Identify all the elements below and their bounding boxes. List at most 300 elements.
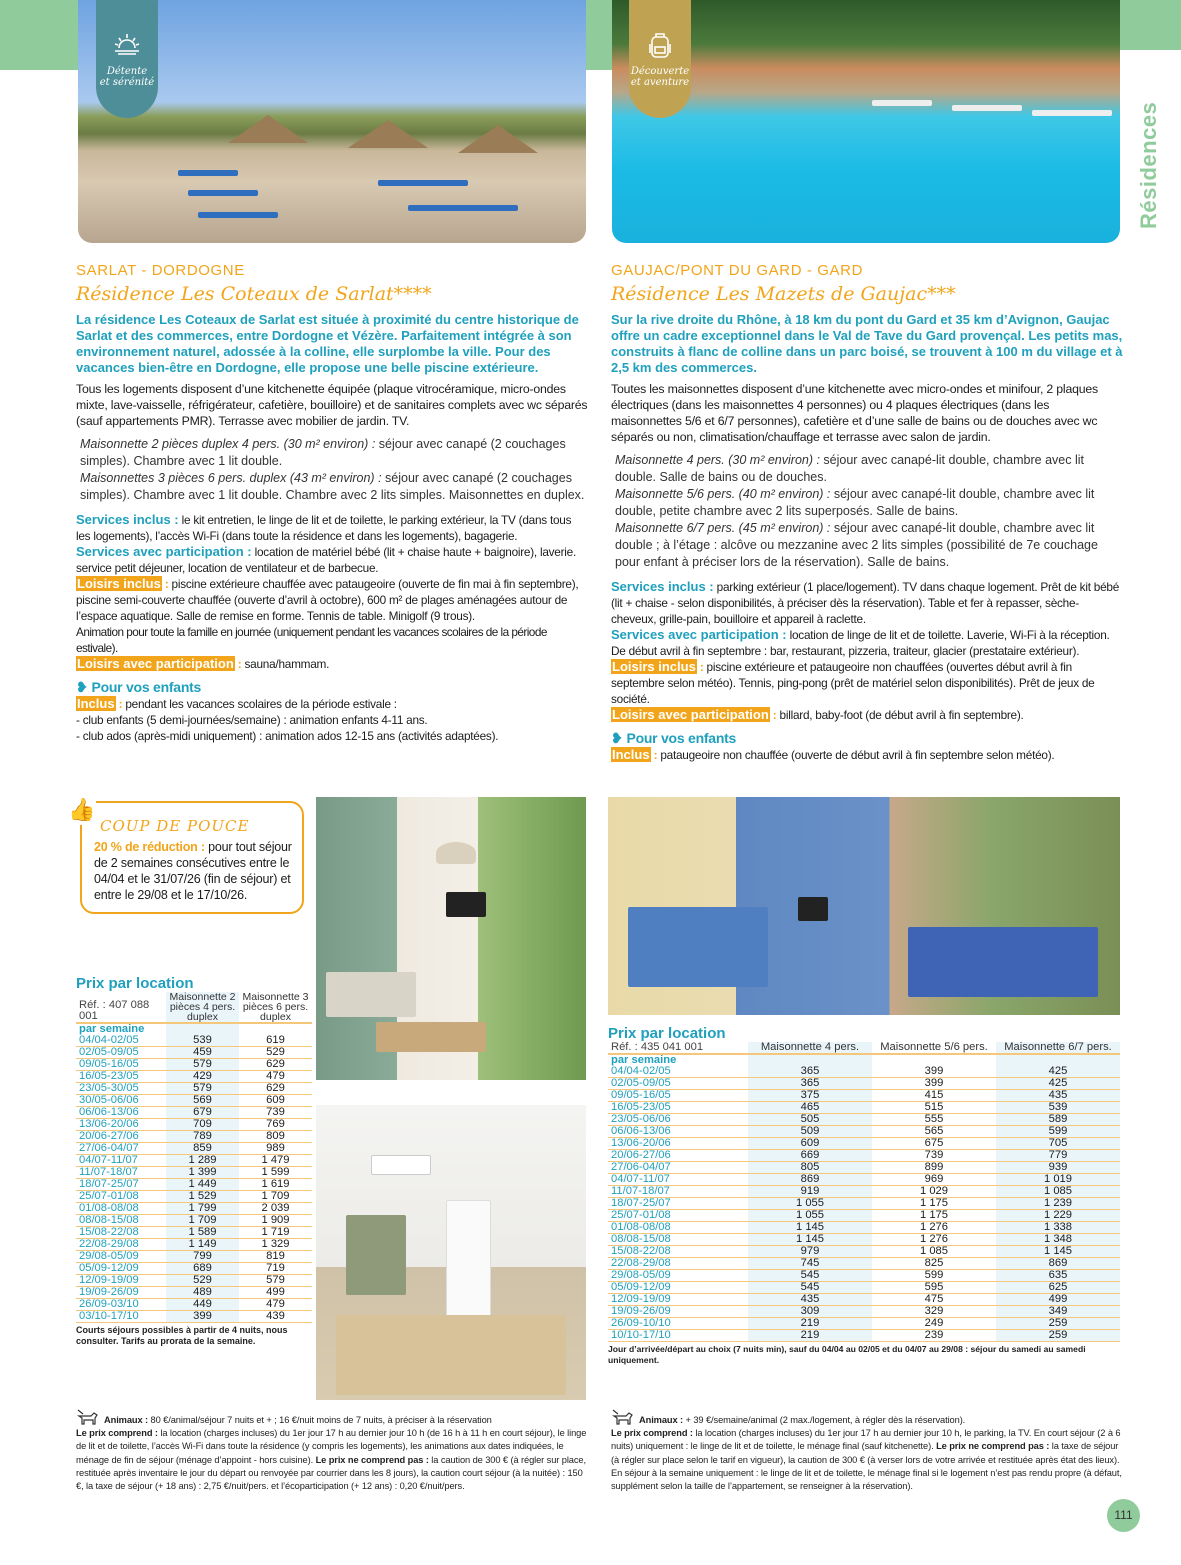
- price-cell: 465: [748, 1102, 872, 1114]
- services-included-label: Services inclus :: [611, 579, 714, 594]
- price-cell: 579: [166, 1059, 239, 1071]
- reference-number: Réf. : 407 088 001: [76, 992, 166, 1023]
- price-cell: 679: [166, 1107, 239, 1119]
- price-cell: 599: [996, 1126, 1120, 1138]
- kids-line: pendant les vacances scolaires de la période estivale :: [122, 697, 397, 711]
- theme-badge-adventure: [629, 0, 691, 118]
- price-cell: 709: [166, 1119, 239, 1131]
- price-cell: 579: [166, 1083, 239, 1095]
- footer-gaujac: [611, 1409, 1123, 1493]
- price-cell: 2 039: [239, 1203, 312, 1215]
- price-cell: 1 145: [748, 1234, 872, 1246]
- window: [346, 1215, 406, 1295]
- heart-icon: ❥: [76, 679, 88, 695]
- sun-lounger: [1032, 110, 1112, 116]
- price-cell: 1 529: [166, 1191, 239, 1203]
- price-cell: 219: [748, 1330, 872, 1342]
- price-cell: 515: [872, 1102, 996, 1114]
- price-cell: 259: [996, 1318, 1120, 1330]
- price-cell: 569: [166, 1095, 239, 1107]
- animation-text: Animation pour toute la famille en journée (uniquement pendant les vacances scolaires de la période estivale).: [76, 625, 547, 655]
- price-cell: 399: [872, 1066, 996, 1078]
- period-dates: 12/09-19/09: [608, 1294, 748, 1306]
- price-cell: 859: [166, 1143, 239, 1155]
- photo-sarlat-living-room: [316, 797, 586, 1080]
- price-cell: 1 085: [996, 1186, 1120, 1198]
- price-includes-label: Le prix comprend :: [76, 1428, 158, 1439]
- price-cell: 529: [239, 1047, 312, 1059]
- price-cell: 425: [996, 1066, 1120, 1078]
- unit-name: Maisonnette 4 pers. (30 m² environ) :: [615, 453, 820, 467]
- pets-text: 80 €/animal/séjour 7 nuits et + ; 16 €/nuit moins de 7 nuits, à préciser à la réservation: [148, 1415, 492, 1425]
- period-label: par semaine: [79, 1023, 145, 1035]
- television: [446, 892, 486, 917]
- price-row: [76, 1179, 312, 1191]
- unit-name: Maisonnette 2 pièces duplex 4 pers. (30 m² environ) :: [80, 437, 376, 451]
- price-row: [76, 1071, 312, 1083]
- price-cell: 799: [166, 1251, 239, 1263]
- badge-line1: Découverte: [630, 66, 690, 77]
- price-row: [608, 1078, 1120, 1090]
- price-row: [76, 1095, 312, 1107]
- price-cell: 259: [996, 1330, 1120, 1342]
- price-excludes-label: Le prix ne comprend pas :: [315, 1454, 429, 1465]
- unit-item: [80, 436, 588, 470]
- period-dates: 12/09-19/09: [76, 1275, 166, 1287]
- price-row: [76, 1239, 312, 1251]
- unit-desc: séjour avec canapé (2 couchages simples). Chambre avec 1 lit double.: [80, 437, 566, 468]
- price-cell: 1 085: [872, 1246, 996, 1258]
- price-cell: 819: [239, 1251, 312, 1263]
- price-cell: 1 329: [239, 1239, 312, 1251]
- price-row: [76, 1119, 312, 1131]
- pets-text: + 39 €/semaine/animal (2 max./logement, à régler dès la réservation).: [683, 1415, 966, 1425]
- pets-label: Animaux :: [639, 1415, 684, 1425]
- column-header: Maisonnette 2 pièces 4 pers. duplex: [166, 992, 239, 1023]
- backpack-icon: [645, 30, 675, 60]
- unit-item: [615, 486, 1123, 520]
- price-table-title: Prix par location: [76, 975, 194, 992]
- intro-text: La résidence Les Coteaux de Sarlat est située à proximité du centre historique de Sarlat et des commerces, entre Dordogne et Vézère. Parfaitement intégrée à son environnement naturel, adossée à la colline, elle surplombe la ville. Pour des vacances bien-être en Dordogne, elle propose une belle piscine extérieure.: [76, 312, 579, 375]
- price-row: [608, 1210, 1120, 1222]
- price-cell: 899: [872, 1162, 996, 1174]
- leisure-included-text: piscine extérieure chauffée avec pataugeoire (ouverte de fin mai à fin septembre), piscine semi-couverte chauffée (ouverte d’avril à octobre), 600 m² de plages aménagées autour de l’espace aquatique. Salle de remise en forme. Tennis de table. Minigolf (9 trous).: [76, 577, 579, 623]
- reference-number: Réf. : 435 041 001: [608, 1042, 748, 1054]
- price-includes-label: Le prix comprend :: [611, 1428, 693, 1439]
- period-dates: 05/09-12/09: [76, 1263, 166, 1275]
- price-cell: 349: [996, 1306, 1120, 1318]
- price-row: [76, 1059, 312, 1071]
- period-dates: 16/05-23/05: [608, 1102, 748, 1114]
- price-cell: 459: [166, 1047, 239, 1059]
- price-includes-text: la location (charges incluses) du 1er jour 17 h au dernier jour 10 h, le parking, la TV. En court séjour (2 à 6 nuits) uniquement : le linge de lit et de toilette, le ménage final (sauf kitchenette).: [611, 1428, 1121, 1452]
- period-dates: 25/07-01/08: [608, 1210, 748, 1222]
- price-cell: 1 055: [748, 1198, 872, 1210]
- unit-desc: séjour avec canapé-lit double, chambre avec lit double ; à l’étage : alcôve ou mezzanine avec 2 lits simples (possibilité de 7e couchage pour enfant à préciser lors de la réservation). Salle de bains.: [615, 521, 1098, 569]
- price-cell: 609: [239, 1095, 312, 1107]
- price-row: [76, 1035, 312, 1047]
- services-block: Services inclus : parking extérieur (1 place/logement). TV dans chaque logement. Prêt de kit bébé (lit + chaise - selon disponibilités, à préciser dès la réservation). Table et fer à repasser, sèche-cheveux, grille-pain, bouilloire et appareil à raclette. Services avec participation : location de linge de lit et de toilette. Laverie, Wi-Fi à la réception. De début avril à fin septembre : bar, restaurant, pizzeria, traiteur, glacier (prestataire extérieur). Loisirs inclus : piscine extérieure et pataugeoire non chauffées (ouvertes début avril à fin septembre selon météo). Tennis, ping-pong (prêt de matériel selon disponibilités). Prêt de jeux de société. Loisirs avec participation : billard, baby-foot (de début avril à fin septembre). ❥ Pour vos enfants Inclus : pataugeoire non chauffée (ouverte de début avril à fin septembre selon météo).: [611, 579, 1119, 762]
- price-cell: 669: [748, 1150, 872, 1162]
- badge-line2: et aventure: [630, 77, 690, 88]
- badge-line2: et sérénité: [99, 77, 155, 88]
- door: [446, 1200, 491, 1320]
- section-label: Résidences: [1136, 101, 1161, 229]
- unit-item: [615, 520, 1123, 571]
- price-row: [608, 1222, 1120, 1234]
- price-row: [608, 1174, 1120, 1186]
- location-heading: GAUJAC/PONT DU GARD - GARD: [611, 262, 864, 279]
- price-row: [608, 1294, 1120, 1306]
- parasol: [228, 115, 308, 143]
- price-cell: 219: [748, 1318, 872, 1330]
- price-cell: 705: [996, 1138, 1120, 1150]
- leisure-included-text: piscine extérieure et pataugeoire non chauffées (ouvertes début avril à fin septembre selon météo). Tennis, ping-pong (prêt de matériel selon disponibilités). Prêt de jeux de société.: [611, 660, 1095, 706]
- price-row: [608, 1102, 1120, 1114]
- period-dates: 23/05-06/06: [608, 1114, 748, 1126]
- residence-title: Résidence Les Mazets de Gaujac***: [611, 283, 956, 305]
- unit-item: [615, 452, 1123, 486]
- period-dates: 10/10-17/10: [608, 1330, 748, 1342]
- period-dates: 04/04-02/05: [608, 1066, 748, 1078]
- sun-lounger: [378, 180, 468, 186]
- price-excludes-text: la caution de 300 € (à régler sur place, restituée après inventaire le jour du départ ou renvoyée par courrier dans les 8 jours), la caution court séjour (à la nuitée) : 150 €, la taxe de séjour (+ 18 ans) : 2,75 €/nuit/pers. et l’écoparticipation (+ 12 ans) : 0,20 €/nuit/pers.: [76, 1454, 586, 1492]
- price-cell: 499: [996, 1294, 1120, 1306]
- price-cell: 1 175: [872, 1210, 996, 1222]
- price-cell: 629: [239, 1083, 312, 1095]
- price-cell: 1 599: [239, 1167, 312, 1179]
- price-row: [608, 1270, 1120, 1282]
- dining-table: [336, 1315, 566, 1395]
- price-cell: 365: [748, 1066, 872, 1078]
- price-note: Courts séjours possibles à partir de 4 nuits, nous consulter. Tarifs au prorata de la semaine.: [76, 1325, 288, 1347]
- price-cell: 1 719: [239, 1227, 312, 1239]
- services-paid-label: Services avec participation :: [76, 544, 252, 559]
- unit-desc: séjour avec canapé-lit double, chambre avec lit double. Salle de bains ou de douches.: [615, 453, 1084, 484]
- price-cell: 825: [872, 1258, 996, 1270]
- residence-gaujac: [611, 262, 1123, 763]
- price-cell: 625: [996, 1282, 1120, 1294]
- price-row: [76, 1107, 312, 1119]
- price-cell: 1 229: [996, 1210, 1120, 1222]
- theme-badge-relax: [96, 0, 158, 118]
- leisure-included-label: Loisirs inclus: [77, 576, 161, 591]
- dog-icon: [76, 1409, 98, 1425]
- price-row: [76, 1299, 312, 1311]
- photo-gaujac-living-room: [608, 797, 1120, 1015]
- price-cell: 529: [166, 1275, 239, 1287]
- price-row: [76, 1047, 312, 1059]
- sun-lounger: [178, 170, 238, 176]
- parasol: [348, 120, 428, 148]
- price-cell: 479: [239, 1299, 312, 1311]
- blue-cabinet: [628, 907, 768, 987]
- price-row: [76, 1143, 312, 1155]
- price-row: [76, 1287, 312, 1299]
- sun-lounger: [408, 205, 518, 211]
- unit-name: Maisonnette 6/7 pers. (45 m² environ) :: [615, 521, 831, 535]
- kids-line: - club enfants (5 demi-journées/semaine) : animation enfants 4-11 ans.: [76, 713, 428, 727]
- leisure-paid-label: Loisirs avec participation: [612, 707, 769, 722]
- pets-label: Animaux :: [104, 1415, 149, 1425]
- price-row: [608, 1246, 1120, 1258]
- price-cell: 979: [748, 1246, 872, 1258]
- services-paid-label: Services avec participation :: [611, 627, 787, 642]
- price-cell: 1 239: [996, 1198, 1120, 1210]
- dining-table: [908, 927, 1098, 997]
- sofa: [326, 972, 416, 1017]
- price-row: [76, 1263, 312, 1275]
- price-cell: 1 145: [748, 1222, 872, 1234]
- price-row: [76, 1203, 312, 1215]
- period-dates: 09/05-16/05: [608, 1090, 748, 1102]
- price-row: [76, 1167, 312, 1179]
- unit-name: Maisonnettes 3 pièces 6 pers. duplex (43 m² environ) :: [80, 471, 382, 485]
- period-label: par semaine: [611, 1054, 677, 1066]
- price-cell: 545: [748, 1270, 872, 1282]
- price-cell: 479: [239, 1071, 312, 1083]
- price-row: [608, 1090, 1120, 1102]
- price-row: [608, 1114, 1120, 1126]
- period-dates: 29/08-05/09: [76, 1251, 166, 1263]
- period-dates: 30/05-06/06: [76, 1095, 166, 1107]
- period-dates: 08/08-15/08: [608, 1234, 748, 1246]
- discount-box: [80, 801, 304, 914]
- price-cell: 539: [996, 1102, 1120, 1114]
- footer-sarlat: [76, 1409, 588, 1493]
- services-paid-text: location de matériel bébé (lit + chaise haute + baignoire), laverie. service petit déjeuner, location de ventilateur et de barbecue.: [76, 545, 576, 575]
- sun-lounger: [188, 190, 258, 196]
- price-row: [76, 1227, 312, 1239]
- price-cell: 399: [872, 1078, 996, 1090]
- unit-name: Maisonnette 5/6 pers. (40 m² environ) :: [615, 487, 831, 501]
- discount-text: pour tout séjour de 2 semaines consécutives entre le 04/04 et le 31/07/26 (fin de séjour) et entre le 29/08 et le 17/10/26.: [94, 840, 292, 902]
- period-dates: 11/07-18/07: [76, 1167, 166, 1179]
- period-dates: 04/07-11/07: [76, 1155, 166, 1167]
- price-row: [608, 1330, 1120, 1342]
- price-cell: 425: [996, 1078, 1120, 1090]
- green-band-right: [1120, 0, 1181, 50]
- price-cell: 415: [872, 1090, 996, 1102]
- price-cell: 1 029: [872, 1186, 996, 1198]
- price-cell: 555: [872, 1114, 996, 1126]
- leisure-included-label: Loisirs inclus: [612, 659, 696, 674]
- period-dates: 02/05-09/05: [608, 1078, 748, 1090]
- period-dates: 15/08-22/08: [76, 1227, 166, 1239]
- price-cell: 989: [239, 1143, 312, 1155]
- price-cell: 1 909: [239, 1215, 312, 1227]
- price-cell: 1 175: [872, 1198, 996, 1210]
- period-dates: 22/08-29/08: [608, 1258, 748, 1270]
- intro-text: Sur la rive droite du Rhône, à 18 km du pont du Gard et 35 km d’Avignon, Gaujac offre un cadre exceptionnel dans le Val de Tave du Gard provençal. Les petits mas, construits à flanc de colline dans un parc boisé, se trouvent à 100 m du village et à 2,5 km des commerces.: [611, 312, 1123, 375]
- price-cell: 505: [748, 1114, 872, 1126]
- period-dates: 16/05-23/05: [76, 1071, 166, 1083]
- leisure-paid-text: sauna/hammam.: [241, 657, 330, 671]
- badge-line1: Détente: [106, 66, 148, 77]
- price-cell: 589: [996, 1114, 1120, 1126]
- air-conditioner: [371, 1155, 431, 1175]
- price-cell: 609: [748, 1138, 872, 1150]
- period-dates: 15/08-22/08: [608, 1246, 748, 1258]
- equipment-text: Toutes les maisonnettes disposent d’une kitchenette avec micro-ondes et minifour, 2 plaques électriques (dans les maisonnettes 4 personnes) ou 4 plaques électriques (dans les maisonnettes 5/6 et 6/7 personnes), cafetière et d’une salle de bains ou de douches avec wc séparés ou non, climatisation/chauffage et terrasse avec salon de jardin.: [611, 382, 1098, 444]
- price-cell: 1 145: [996, 1246, 1120, 1258]
- price-cell: 435: [996, 1090, 1120, 1102]
- price-row: [76, 1251, 312, 1263]
- price-cell: 919: [748, 1186, 872, 1198]
- price-row: [608, 1258, 1120, 1270]
- price-cell: 595: [872, 1282, 996, 1294]
- period-dates: 08/08-15/08: [76, 1215, 166, 1227]
- price-cell: 599: [872, 1270, 996, 1282]
- price-cell: 449: [166, 1299, 239, 1311]
- price-row: [608, 1198, 1120, 1210]
- period-dates: 20/06-27/06: [608, 1150, 748, 1162]
- services-included-text: le kit entretien, le linge de lit et de toilette, le parking extérieur, la TV (dans tous les logements), l’accès Wi-Fi (dans toute la résidence et dans les logements), bagagerie.: [76, 513, 572, 543]
- price-cell: 565: [872, 1126, 996, 1138]
- services-included-label: Services inclus :: [76, 512, 179, 527]
- kids-line: - club ados (après-midi uniquement) : animation ados 12-15 ans (activités adaptées).: [76, 729, 499, 743]
- price-row: [76, 1311, 312, 1323]
- unit-descriptions: [80, 436, 588, 504]
- price-row: [76, 1155, 312, 1167]
- price-includes-text: la location (charges incluses) du 1er jour 17 h au dernier jour 10 h (de 16 h à 11 h en court séjour), le linge de lit et de toilette, l’accès Wi-Fi dans toute la résidence (y compris les logements), les animations aux dates indiquées, le ménage de fin de séjour (ménage d’appoint - hors cuisine).: [76, 1428, 587, 1465]
- price-cell: 1 289: [166, 1155, 239, 1167]
- period-dates: 18/07-25/07: [608, 1198, 748, 1210]
- price-cell: 719: [239, 1263, 312, 1275]
- period-dates: 01/08-08/08: [76, 1203, 166, 1215]
- price-cell: 1 589: [166, 1227, 239, 1239]
- sunset-icon: [112, 30, 142, 60]
- price-cell: 739: [239, 1107, 312, 1119]
- services-included-text: parking extérieur (1 place/logement). TV dans chaque logement. Prêt de kit bébé (lit + chaise - selon disponibilités, à préciser dès la réservation). Table et fer à repasser, sèche-cheveux, grille-pain, bouilloire et appareil à raclette.: [611, 580, 1119, 626]
- price-cell: 1 479: [239, 1155, 312, 1167]
- price-cell: 1 799: [166, 1203, 239, 1215]
- price-cell: 629: [239, 1059, 312, 1071]
- period-dates: 09/05-16/05: [76, 1059, 166, 1071]
- price-cell: 789: [166, 1131, 239, 1143]
- coffee-table: [376, 1022, 486, 1052]
- price-cell: 635: [996, 1270, 1120, 1282]
- kids-included-label: Inclus: [77, 696, 115, 711]
- price-row: [608, 1066, 1120, 1078]
- photo-sarlat-kitchen: [316, 1105, 586, 1400]
- price-cell: 1 348: [996, 1234, 1120, 1246]
- price-cell: 539: [166, 1035, 239, 1047]
- price-cell: 489: [166, 1287, 239, 1299]
- thumbs-up-icon: 👍: [68, 795, 96, 825]
- price-cell: 805: [748, 1162, 872, 1174]
- price-row: [608, 1138, 1120, 1150]
- price-cell: 1 019: [996, 1174, 1120, 1186]
- period-dates: 13/06-20/06: [76, 1119, 166, 1131]
- price-row: [76, 1083, 312, 1095]
- price-cell: 779: [996, 1150, 1120, 1162]
- period-dates: 25/07-01/08: [76, 1191, 166, 1203]
- discount-amount: 20 % de réduction :: [94, 840, 205, 854]
- price-cell: 739: [872, 1150, 996, 1162]
- period-dates: 19/09-26/09: [76, 1287, 166, 1299]
- price-row: [608, 1282, 1120, 1294]
- kids-heading: Pour vos enfants: [626, 730, 737, 746]
- residence-title: Résidence Les Coteaux de Sarlat****: [76, 283, 432, 305]
- column-header: Maisonnette 6/7 pers.: [996, 1042, 1120, 1054]
- parasol: [458, 125, 538, 153]
- price-row: [76, 1275, 312, 1287]
- kids-line: pataugeoire non chauffée (ouverte de début avril à fin septembre selon météo).: [657, 748, 1055, 762]
- price-row: [608, 1126, 1120, 1138]
- price-cell: 939: [996, 1162, 1120, 1174]
- unit-descriptions: [615, 452, 1123, 571]
- sun-lounger: [198, 212, 278, 218]
- ceiling-lamp: [436, 842, 476, 864]
- price-cell: 399: [166, 1311, 239, 1323]
- period-dates: 01/08-08/08: [608, 1222, 748, 1234]
- period-dates: 19/09-26/09: [608, 1306, 748, 1318]
- price-cell: 509: [748, 1126, 872, 1138]
- dog-icon: [611, 1409, 633, 1425]
- equipment-text: Tous les logements disposent d’une kitchenette équipée (plaque vitrocéramique, micro-ondes mixte, lave-vaisselle, réfrigérateur, cafetière, bouilloire) et de sanitaires complets avec wc séparés (sauf appartements PMR). Terrasse avec mobilier de jardin. TV.: [76, 382, 588, 428]
- price-cell: 499: [239, 1287, 312, 1299]
- period-dates: 13/06-20/06: [608, 1138, 748, 1150]
- price-cell: 429: [166, 1071, 239, 1083]
- price-cell: 745: [748, 1258, 872, 1270]
- period-dates: 04/04-02/05: [76, 1035, 166, 1047]
- price-row: [76, 1131, 312, 1143]
- unit-item: [80, 470, 588, 504]
- price-cell: 969: [872, 1174, 996, 1186]
- price-cell: 1 338: [996, 1222, 1120, 1234]
- unit-desc: séjour avec canapé-lit double, chambre avec lit double, petite chambre avec 2 lits superposés. Salle de bains.: [615, 487, 1095, 518]
- period-dates: 27/06-04/07: [76, 1143, 166, 1155]
- price-cell: 689: [166, 1263, 239, 1275]
- residence-sarlat: [76, 262, 588, 744]
- price-table-gaujac: [608, 1025, 1120, 1366]
- price-cell: 249: [872, 1318, 996, 1330]
- column-header: Maisonnette 4 pers.: [748, 1042, 872, 1054]
- price-cell: 809: [239, 1131, 312, 1143]
- period-dates: 20/06-27/06: [76, 1131, 166, 1143]
- price-cell: 365: [748, 1078, 872, 1090]
- period-dates: 04/07-11/07: [608, 1174, 748, 1186]
- period-dates: 23/05-30/05: [76, 1083, 166, 1095]
- price-row: [608, 1162, 1120, 1174]
- green-band-left: [0, 0, 78, 70]
- price-note: Jour d’arrivée/départ au choix (7 nuits min), sauf du 04/04 au 02/05 et du 04/07 au 29/08 : séjour du samedi au samedi uniquement.: [608, 1344, 1086, 1366]
- kids-included-label: Inclus: [612, 747, 650, 762]
- price-cell: 579: [239, 1275, 312, 1287]
- price-cell: 1 709: [239, 1191, 312, 1203]
- period-dates: 27/06-04/07: [608, 1162, 748, 1174]
- period-dates: 22/08-29/08: [76, 1239, 166, 1251]
- leisure-paid-label: Loisirs avec participation: [77, 656, 234, 671]
- price-cell: 1 149: [166, 1239, 239, 1251]
- price-cell: 869: [748, 1174, 872, 1186]
- price-cell: 1 276: [872, 1234, 996, 1246]
- price-cell: 1 276: [872, 1222, 996, 1234]
- period-dates: 06/06-13/06: [76, 1107, 166, 1119]
- price-cell: 475: [872, 1294, 996, 1306]
- kids-heading: Pour vos enfants: [91, 679, 202, 695]
- price-excludes-text: la taxe de séjour (à régler sur place selon le tarif en vigueur), la caution de 300 € (à verser lors de votre arrivée et restituée après état des lieux). En séjour à la semaine uniquement : le linge de lit et de toilette, le ménage final si le logement n’est pas rendu propre (à défaut, supplément selon la taille de l’appartement, se renseigner à la réservation).: [611, 1441, 1122, 1492]
- sun-lounger: [872, 100, 932, 106]
- price-cell: 1 709: [166, 1215, 239, 1227]
- price-cell: 329: [872, 1306, 996, 1318]
- price-cell: 435: [748, 1294, 872, 1306]
- price-row: [608, 1186, 1120, 1198]
- price-cell: 1 399: [166, 1167, 239, 1179]
- services-block: Services inclus : le kit entretien, le linge de lit et de toilette, le parking extérieur, la TV (dans tous les logements), l’accès Wi-Fi (dans toute la résidence et dans les logements), bagagerie. Services avec participation : location de matériel bébé (lit + chaise haute + baignoire), laverie. service petit déjeuner, location de ventilateur et de barbecue. Loisirs inclus : piscine extérieure chauffée avec pataugeoire (ouverte de fin mai à fin septembre), piscine semi-couverte chauffée (ouverte d’avril à octobre), 600 m² de plages aménagées autour de l’espace aquatique. Salle de remise en forme. Tennis de table. Minigolf (9 trous). Animation pour toute la famille en journée (uniquement pendant les vacances scolaires de la période estivale). Loisirs avec participation : sauna/hammam. ❥ Pour vos enfants Inclus : pendant les vacances scolaires de la période estivale : - club enfants (5 demi-journées/semaine) : animation enfants 4-11 ans. - club ados (après-midi uniquement) : animation ados 12-15 ans (activités adaptées).: [76, 512, 588, 744]
- unit-desc: séjour avec canapé (2 couchages simples). Chambre avec 1 lit double. Chambre avec 2 lits simples. Maisonnettes en duplex.: [80, 471, 585, 502]
